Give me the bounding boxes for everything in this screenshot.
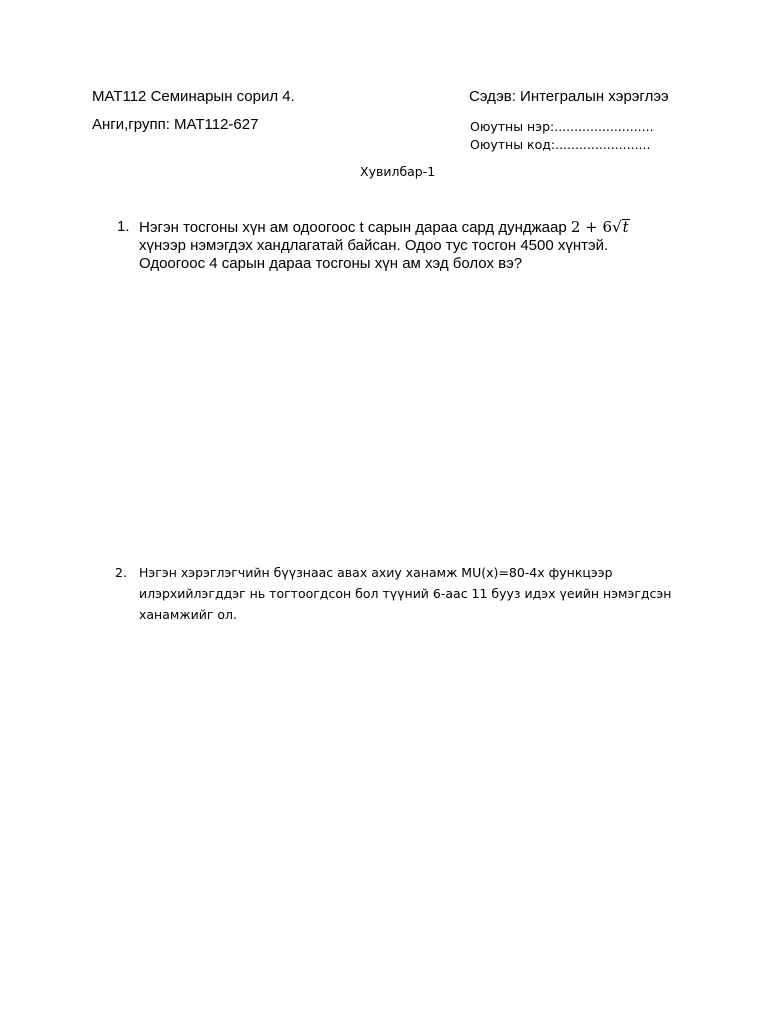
- formula-prefix: 2 + 6: [570, 218, 613, 236]
- question-number: 2.: [115, 565, 127, 580]
- question-line: илэрхийлэгддэг нь тогтоогдсон бол түүний 6-аас 11 бууз идэх үеийн нэмэгдсэн: [139, 586, 672, 601]
- radical-sign: √: [612, 218, 622, 236]
- course-title: МАТ112 Семинарын сорил 4.: [92, 88, 295, 105]
- question-line: ханамжийг ол.: [139, 607, 237, 622]
- variant-label: Хувилбар-1: [360, 164, 436, 179]
- question-number: 1.: [117, 218, 130, 235]
- question-line: хүнээр нэмэгдэх хандлагатай байсан. Одоо тус тосгон 4500 хүнтэй.: [139, 237, 609, 254]
- rate-formula: [571, 218, 630, 236]
- group-label: Анги,групп: МАТ112-627: [92, 116, 259, 133]
- question-line: Одоогоос 4 сарын дараа тосгоны хүн ам хэд болох вэ?: [139, 255, 523, 272]
- question-line: Нэгэн тосгоны хүн ам одоогоос t сарын дараа сард дунджаар 2 + 6√t: [139, 218, 629, 236]
- question-text: [139, 218, 679, 273]
- student-code-field: Оюутны код:........................: [470, 137, 651, 152]
- radicand: t: [622, 218, 629, 236]
- question-text: [139, 562, 695, 625]
- topic-title: Сэдэв: Интегралын хэрэглээ: [469, 88, 669, 105]
- question-line: Нэгэн хэрэглэгчийн бүүзнаас авах ахиу ханамж MU(x)=80-4x функцээр: [139, 565, 613, 580]
- student-name-field: Оюутны нэр:.........................: [470, 119, 654, 134]
